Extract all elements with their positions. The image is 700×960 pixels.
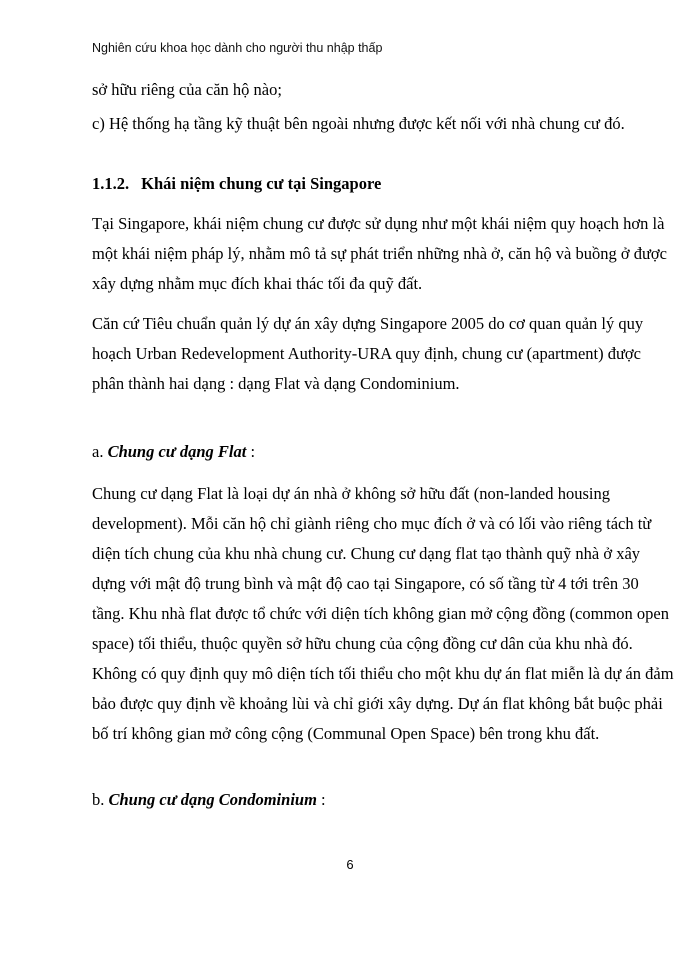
subheading-b-suffix: : [321,790,326,809]
running-header: Nghiên cứu khoa học dành cho người thu nhập thấp [92,41,383,55]
subheading-b-label: Chung cư dạng Condominium [108,790,317,809]
subheading-a-label: Chung cư dạng Flat [107,442,247,461]
paragraph-2-line: phân thành hai dạng : dạng Flat và dạng Condominium. [92,374,460,393]
paragraph-3-line: space) tối thiểu, thuộc quyền sở hữu chung của cộng đồng cư dân của khu nhà đó. [92,634,633,653]
subheading-b-prefix: b. [92,790,105,809]
section-title: Khái niệm chung cư tại Singapore [141,174,382,193]
paragraph-3-line: Không có quy định quy mô diện tích tối thiểu cho một khu dự án flat miễn là dự án đảm [92,664,674,683]
paragraph-1-line: Tại Singapore, khái niệm chung cư được sử dụng như một khái niệm quy hoạch hơn là [92,214,665,233]
section-heading [92,174,381,194]
subheading-b [92,790,326,810]
intro-line-1: sở hữu riêng của căn hộ nào; [92,80,282,99]
paragraph-3-line: development). Mỗi căn hộ chỉ giành riêng cho mục đích ở và có lối vào riêng tách từ [92,514,652,533]
paragraph-3-line: bảo được quy định về khoảng lùi và chỉ giới xây dựng. Dự án flat không bắt buộc phải [92,694,663,713]
subheading-a-prefix: a. [92,442,104,461]
paragraph-3-line: bố trí không gian mở công cộng (Communal Open Space) bên trong khu đất. [92,724,600,743]
section-number: 1.1.2. [92,174,130,193]
paragraph-3-line: diện tích chung của khu nhà chung cư. Chung cư dạng flat tạo thành quỹ nhà ở xây [92,544,641,563]
paragraph-3-line: tầng. Khu nhà flat được tổ chức với diện tích không gian mở cộng đồng (common open [92,604,669,623]
subheading-a [92,442,255,462]
paragraph-2-line: hoạch Urban Redevelopment Authority-URA quy định, chung cư (apartment) được [92,344,641,363]
paragraph-1-line: một khái niệm pháp lý, nhằm mô tả sự phát triển những nhà ở, căn hộ và buồng ở được [92,244,667,263]
page-number: 6 [346,857,354,872]
paragraph-2-line: Căn cứ Tiêu chuẩn quản lý dự án xây dựng Singapore 2005 do cơ quan quản lý quy [92,314,644,333]
intro-line-2: c) Hệ thống hạ tầng kỹ thuật bên ngoài nhưng được kết nối với nhà chung cư đó. [92,114,625,133]
paragraph-3-line: Chung cư dạng Flat là loại dự án nhà ở không sở hữu đất (non-landed housing [92,484,610,503]
subheading-a-suffix: : [250,442,256,461]
paragraph-1-line: xây dựng nhằm mục đích khai thác tối đa quỹ đất. [92,274,423,293]
paragraph-3-line: dựng với mật độ trung bình và mật độ cao tại Singapore, có số tầng từ 4 tới trên 30 [92,574,639,593]
